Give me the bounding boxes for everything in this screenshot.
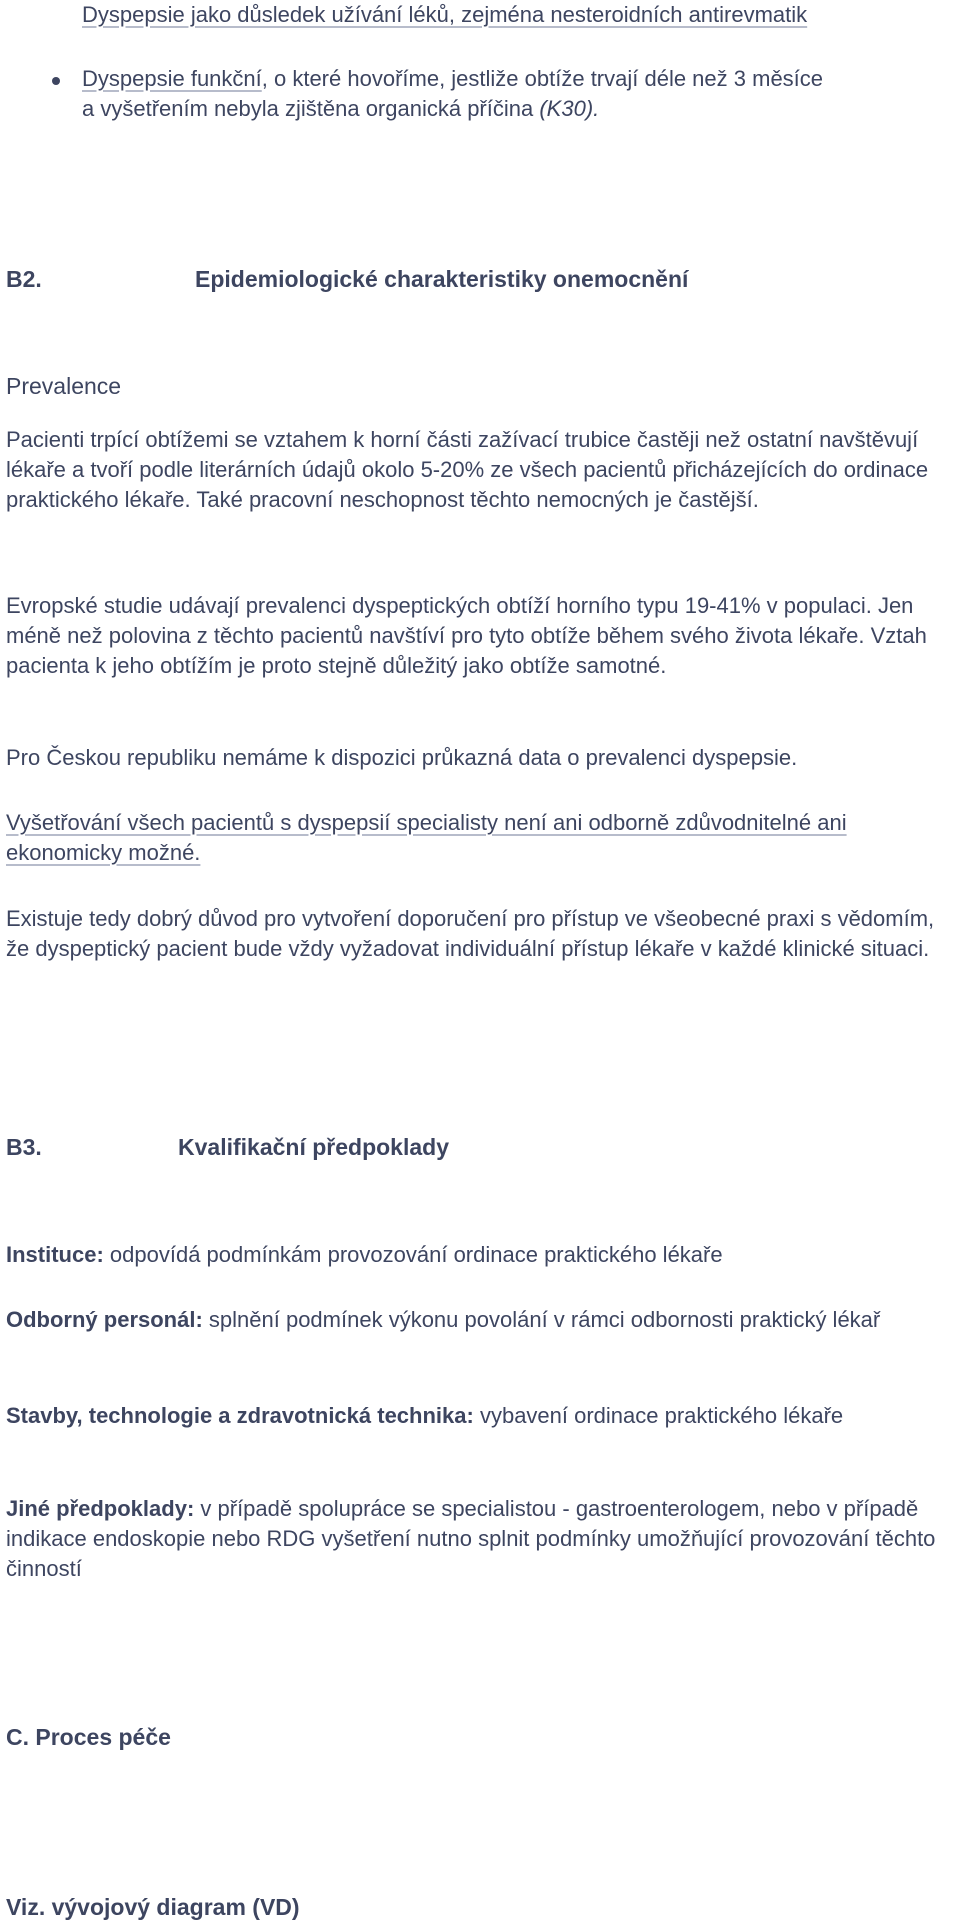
dyspepsie-funkcni-item (82, 64, 952, 124)
dyspepsie-funkcni-link[interactable]: Dyspepsie funkční (82, 66, 262, 91)
dyspepsie-funkcni-ref: (K30). (533, 96, 600, 121)
qualification-item-jine (6, 1494, 946, 1584)
bullet-icon (52, 77, 60, 85)
prevalence-paragraph-5: Existuje tedy dobrý důvod pro vytvoření doporučení pro přístup ve všeobecné praxi s vědomím, že dyspeptický pacient bude vždy vyžadovat individuální přístup lékaře v každé klinické situaci. (6, 906, 935, 961)
qualification-label: Stavby, technologie a zdravotnická technika: (6, 1403, 474, 1428)
section-b2-title: Epidemiologické charakteristiky onemocnění (195, 266, 689, 292)
section-b3-number: B3. (6, 1134, 42, 1160)
qualification-item-personal (6, 1305, 906, 1335)
qualification-text: odpovídá podmínkám provozování ordinace praktického lékaře (103, 1242, 723, 1267)
section-c-title: C. Proces péče (6, 1724, 171, 1750)
section-b3-title: Kvalifikační předpoklady (178, 1134, 449, 1160)
dyspepsie-funkcni-text-2: a vyšetřením nebyla zjištěna organická příčina (82, 96, 534, 121)
prevalence-paragraph-1: Pacienti trpící obtížemi se vztahem k horní části zažívací trubice častěji než ostatní navštěvují lékaře a tvoří podle literárních údajů okolo 5-20% ze všech pacientů přicházejících do ordinace praktického lékaře. Také pracovní neschopnost těchto nemocných je častější. (6, 427, 929, 512)
prevalence-paragraph-3: Pro Českou republiku nemáme k dispozici průkazná data o prevalenci dyspepsie. (6, 745, 798, 770)
dyspepsie-funkcni-text: , o které hovoříme, jestliže obtíže trvají déle než 3 měsíce (261, 66, 824, 91)
qualification-item-instituce (6, 1240, 956, 1270)
prevalence-paragraph-2: Evropské studie udávají prevalenci dyspeptických obtíží horního typu 19-41% v populaci. Jen méně než polovina z těchto pacientů navštíví pro tyto obtíže během svého života lékaře. Vztah pacienta k jeho obtížím je proto stejně důležitý jako obtíže samotné. (6, 593, 927, 678)
qualification-label: Jiné předpoklady: (6, 1496, 195, 1521)
qualification-text: splnění podmínek výkonu povolání v rámci odbornosti praktický lékař (202, 1307, 881, 1332)
qualification-text: v případě spolupráce se specialistou - gastroenterologem, nebo v případě indikace endoskopie nebo RDG vyšetření nutno splnit podmínky umožňující provozování těchto činností (6, 1496, 936, 1581)
prevalence-subheading: Prevalence (6, 373, 122, 399)
dyspepsie-leky-line: Dyspepsie jako důsledek užívání léků, zejména nesteroidních antirevmatik (82, 2, 808, 27)
prevalence-paragraph-4[interactable]: Vyšetřování všech pacientů s dyspepsií specialisty není ani odborně zdůvodnitelné ani ekonomicky možné. (6, 810, 847, 865)
qualification-label: Odborný personál: (6, 1307, 203, 1332)
section-b2-number: B2. (6, 266, 42, 292)
qualification-text: vybavení ordinace praktického lékaře (473, 1403, 844, 1428)
qualification-item-stavby (6, 1401, 946, 1431)
qualification-label: Instituce: (6, 1242, 104, 1267)
flowchart-reference: Viz. vývojový diagram (VD) (6, 1894, 300, 1920)
